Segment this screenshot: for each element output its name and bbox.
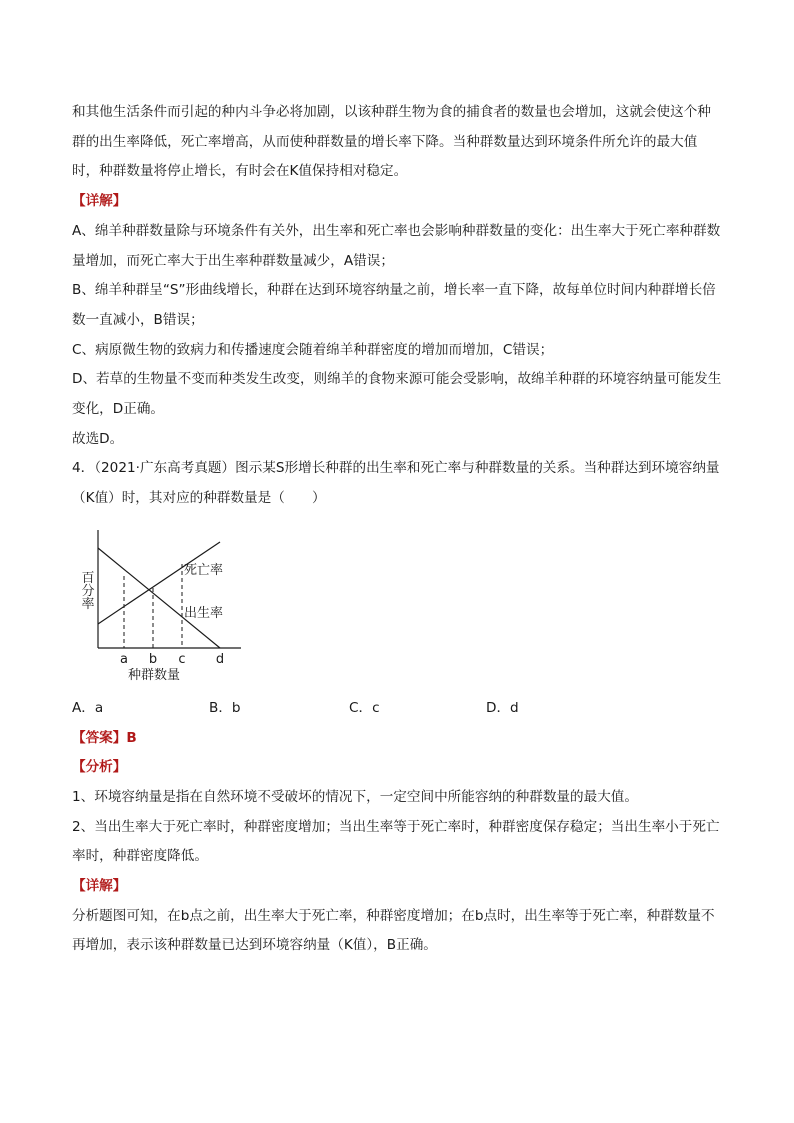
option-b[interactable]: B．b bbox=[209, 699, 241, 716]
detail-item-b: B、绵羊种群呈“S”形曲线增长，种群在达到环境容纳量之前，增长率一直下降，故每单位时间内种群增长倍数一直减小，B错误； bbox=[72, 282, 716, 328]
detail-item-d: D、若草的生物量不变而种类发生改变，则绵羊的食物来源可能会受影响，故绵羊种群的环境容纳量可能发生变化，D正确。 bbox=[72, 371, 722, 418]
question-4: 4．（2021·广东高考真题）图示某S形增长种群的出生率和死亡率与种群数量的关系。当种群达到环境容纳量（K值）时，其对应的种群数量是（ ） bbox=[72, 460, 720, 507]
analysis-item-2: 2、当出生率大于死亡率时，种群密度增加；当出生率等于死亡率时，种群密度保存稳定；当出生率小于死亡率时，种群密度降低。 bbox=[72, 818, 720, 865]
detail-item-final: 分析题图可知，在b点之前，出生率大于死亡率，种群密度增加；在b点时，出生率等于死亡率，种群数量不再增加，表示该种群数量已达到环境容纳量（K值），B正确。 bbox=[72, 907, 715, 954]
analysis-item-1: 1、环境容纳量是指在自然环境不受破坏的情况下，一定空间中所能容纳的种群数量的最大值。 bbox=[72, 788, 638, 805]
tick-d: d bbox=[215, 651, 225, 667]
death-rate-label: 死亡率 bbox=[184, 562, 224, 578]
option-c[interactable]: C．c bbox=[349, 699, 380, 716]
tick-b: b bbox=[148, 651, 158, 667]
birth-rate-label: 出生率 bbox=[184, 605, 224, 621]
rate-diagram bbox=[76, 526, 276, 684]
document-content bbox=[72, 98, 722, 961]
tick-a: a bbox=[120, 651, 128, 667]
detail-heading-1: 【详解】 bbox=[72, 193, 127, 210]
paragraph-top: 和其他生活条件而引起的种内斗争必将加剧，以该种群生物为食的捕食者的数量也会增加，这就会使这个种群的出生率降低，死亡率增高，从而使种群数量的增长率下降。当种群数量达到环境条件所允许的最大值时，种群数量将停止增长，有时会在K值保持相对稳定。 bbox=[72, 104, 711, 180]
detail-conclusion: 故选D。 bbox=[72, 430, 124, 447]
detail-item-a: A、绵羊种群数量除与环境条件有关外，出生率和死亡率也会影响种群数量的变化：出生率大于死亡率种群数量增加，而死亡率大于出生率种群数量减少，A错误； bbox=[72, 222, 721, 269]
detail-heading-2: 【详解】 bbox=[72, 878, 127, 895]
tick-c: c bbox=[178, 651, 186, 667]
analysis-heading: 【分析】 bbox=[72, 759, 127, 776]
option-d[interactable]: D．d bbox=[486, 699, 519, 716]
detail-item-c: C、病原微生物的致病力和传播速度会随着绵羊种群密度的增加而增加，C错误； bbox=[72, 341, 554, 358]
option-a[interactable]: A．a bbox=[72, 699, 104, 716]
answer-heading: 【答案】B bbox=[72, 729, 137, 746]
y-axis-label: 百分率 bbox=[78, 570, 94, 610]
population-rate-figure bbox=[76, 526, 276, 684]
options-row bbox=[72, 694, 722, 724]
x-axis-label: 种群数量 bbox=[127, 667, 181, 683]
